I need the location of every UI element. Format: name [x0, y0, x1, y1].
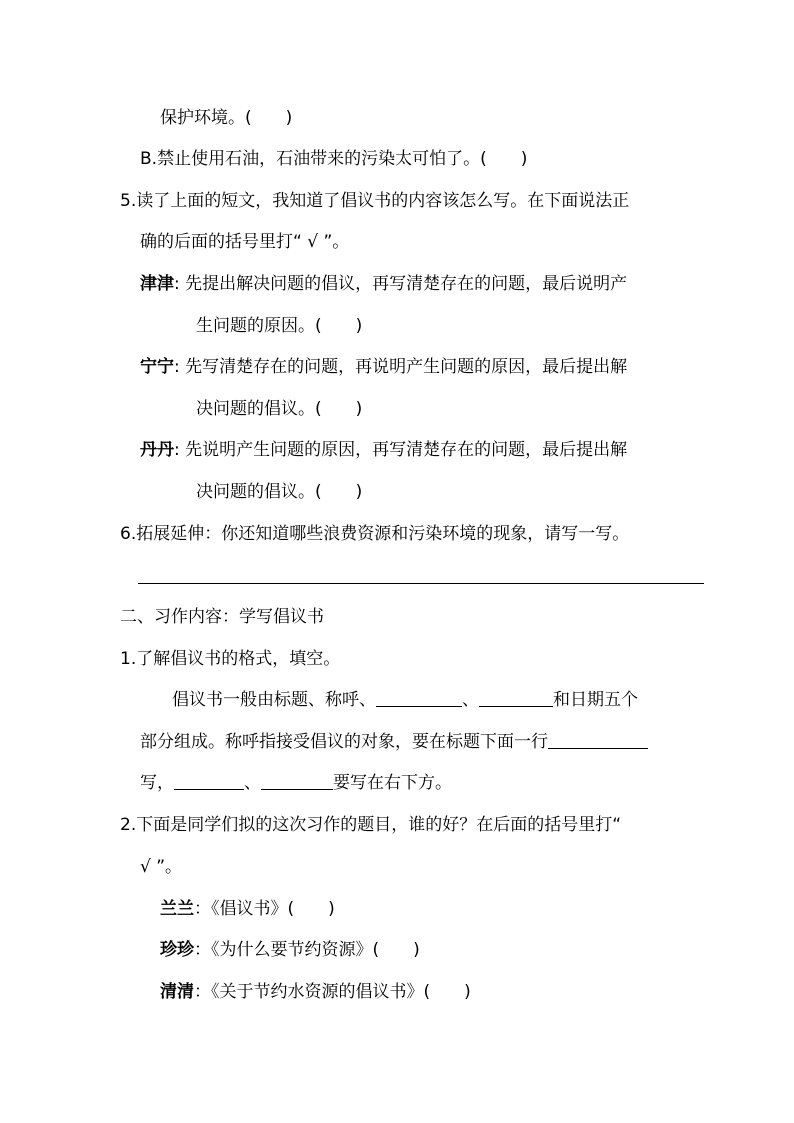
part2-question-1: 1.了解倡议书的格式，填空。 — [120, 649, 341, 669]
blank-3[interactable] — [548, 730, 648, 749]
jinjin-answer-line2: 生问题的原因。( ) — [196, 316, 363, 336]
dandan-answer-line2: 决问题的倡议。( ) — [196, 482, 363, 502]
blank-5[interactable] — [261, 771, 333, 790]
lanlan-name: 兰兰 — [160, 899, 194, 919]
fill-text-e: 要写在右下方。 — [333, 773, 452, 793]
question-5-line1: 5.读了上面的短文，我知道了倡议书的内容该怎么写。在下面说法正 — [120, 191, 630, 211]
fill-text-a: 倡议书一般由标题、称呼、 — [172, 690, 376, 710]
ningning-text: : 先写清楚存在的问题，再说明产生问题的原因，最后提出解 — [174, 357, 628, 377]
option-b: B.禁止使用石油，石油带来的污染太可怕了。( ) — [140, 149, 528, 169]
dandan-answer-line1 — [140, 438, 627, 462]
jinjin-name: 津津 — [140, 274, 174, 294]
answer-line[interactable] — [138, 583, 704, 584]
part2-question-2-line2: √ ”。 — [140, 857, 183, 877]
fill-text-b: 和日期五个 — [553, 690, 638, 710]
qingqing-title: ：《关于节约水资源的倡议书》( ) — [194, 982, 471, 1002]
fill-text-c: 部分组成。称呼指接受倡议的对象，要在标题下面一行 — [140, 732, 548, 752]
lanlan-title: ：《倡议书》( ) — [194, 899, 335, 919]
qingqing-name: 清清 — [160, 982, 194, 1002]
zhenzhen-title: ：《为什么要节约资源》( ) — [194, 940, 420, 960]
question-6: 6.拓展延伸：你还知道哪些浪费资源和污染环境的现象，请写一写。 — [120, 524, 630, 544]
blank-1[interactable] — [376, 688, 462, 707]
question-5-line2: 确的后面的括号里打“ √ ”。 — [140, 232, 350, 252]
fill-blank-line2 — [140, 730, 648, 754]
zhenzhen-option — [160, 938, 420, 962]
ningning-answer-line2: 决问题的倡议。( ) — [196, 399, 363, 419]
section-heading: 二、习作内容：学写倡议书 — [120, 607, 324, 627]
protect-env-line: 保护环境。( ) — [160, 108, 293, 128]
fill-text-d: 写， — [140, 773, 174, 793]
fill-blank-line1 — [140, 688, 638, 712]
lanlan-option — [160, 897, 335, 921]
fill-blank-line3 — [140, 771, 452, 795]
dandan-text: : 先说明产生问题的原因，再写清楚存在的问题，最后提出解 — [174, 440, 628, 460]
part2-question-2-line1: 2.下面是同学们拟的这次习作的题目，谁的好？在后面的括号里打“ — [120, 815, 622, 835]
blank-4[interactable] — [174, 771, 244, 790]
separator-2: 、 — [244, 773, 261, 793]
jinjin-answer-line1 — [140, 272, 627, 296]
zhenzhen-name: 珍珍 — [160, 940, 194, 960]
separator-1: 、 — [462, 690, 479, 710]
ningning-answer-line1 — [140, 355, 627, 379]
dandan-name: 丹丹 — [140, 440, 174, 460]
qingqing-option — [160, 980, 471, 1004]
jinjin-text: : 先提出解决问题的倡议，再写清楚存在的问题，最后说明产 — [174, 274, 628, 294]
ningning-name: 宁宁 — [140, 357, 174, 377]
blank-2[interactable] — [479, 688, 553, 707]
